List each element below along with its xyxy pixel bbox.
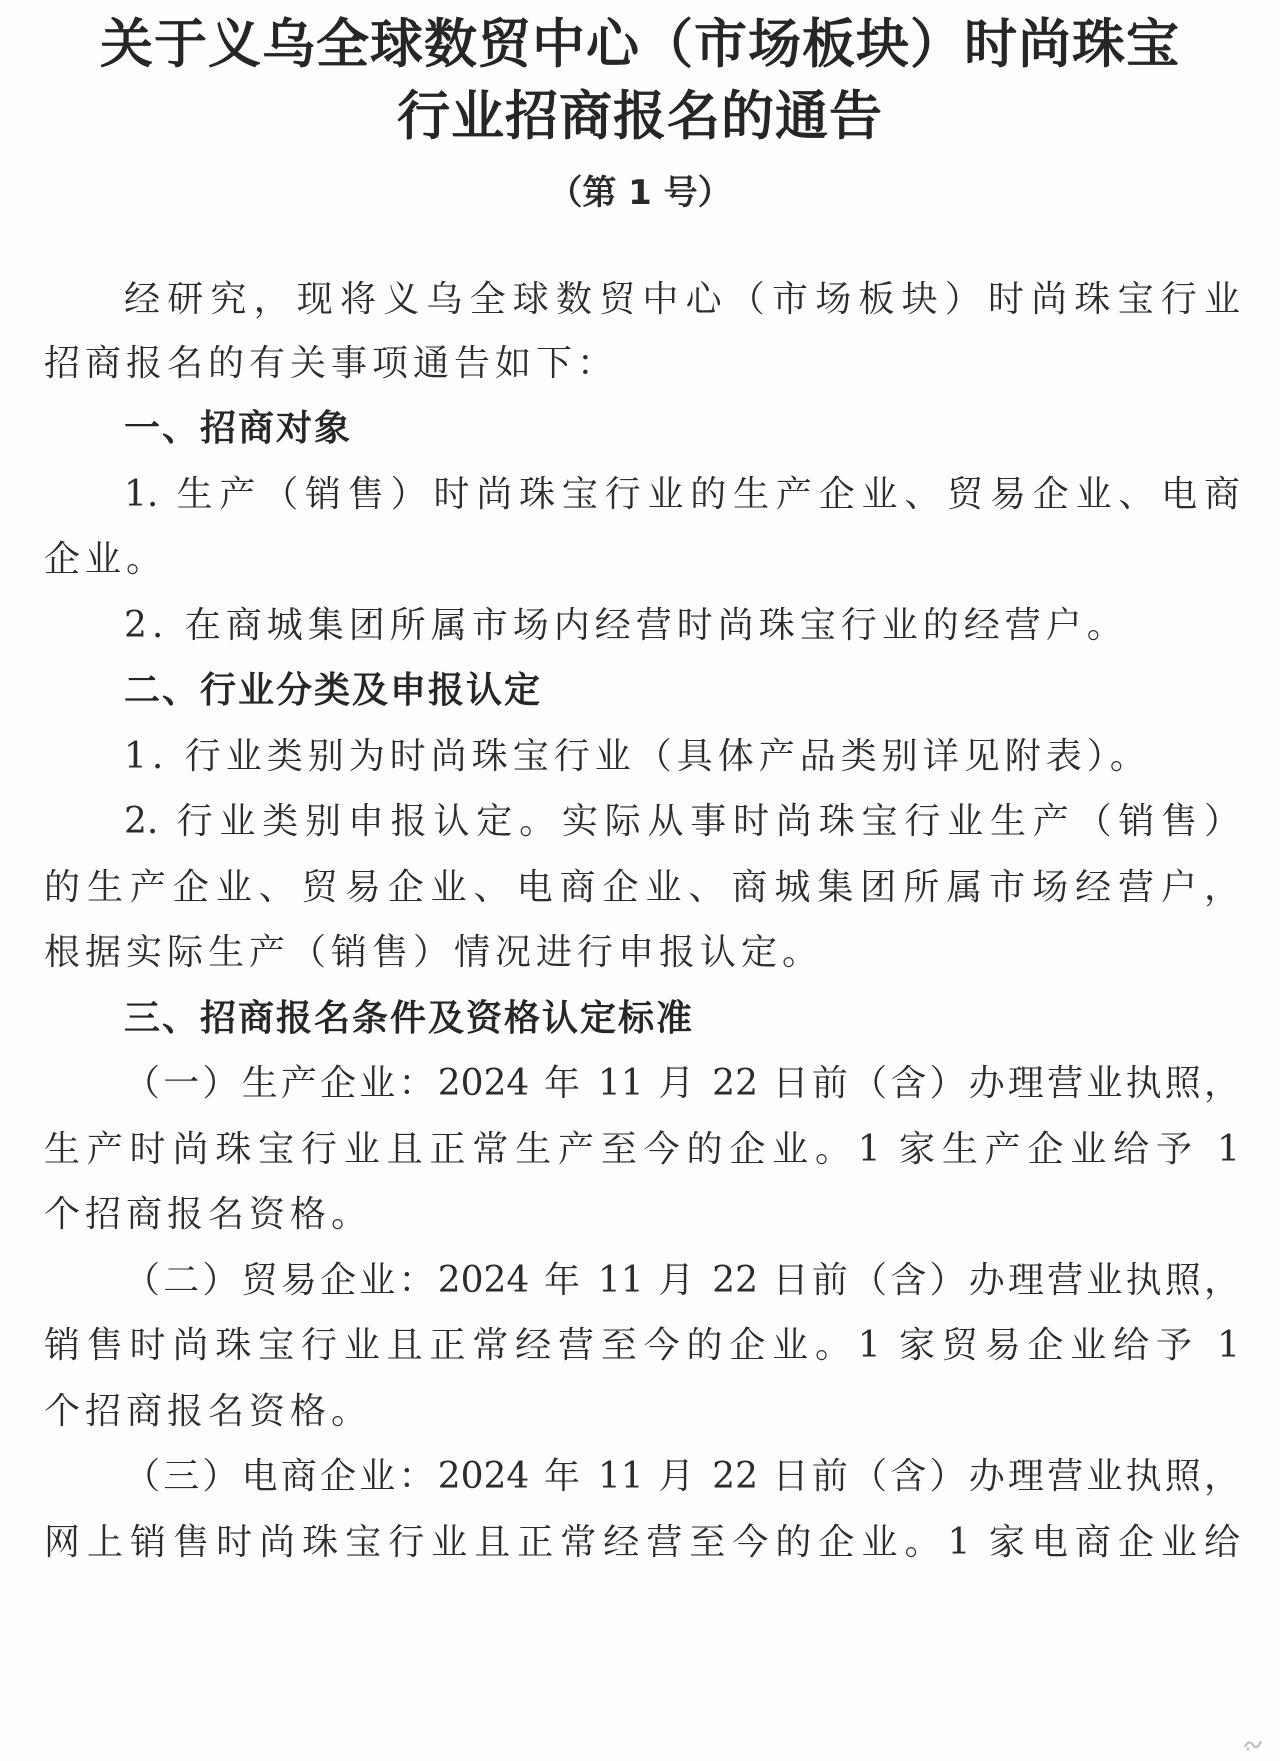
section-1-item-1-line-1: 1. 生产（销售）时尚珠宝行业的生产企业、贸易企业、电商	[124, 474, 1240, 515]
section-3-item-3-line-2: 网上销售时尚珠宝行业且正常经营至今的企业。1 家电商企业给	[44, 1522, 1240, 1563]
section-3-item-1-line-1: （一）生产企业：2024 年 11 月 22 日前（含）办理营业执照，	[124, 1063, 1240, 1104]
section-3-heading: 三、招商报名条件及资格认定标准	[124, 998, 695, 1039]
section-1-heading: 一、招商对象	[124, 408, 353, 449]
document-title-line-1: 关于义乌全球数贸中心（市场板块）时尚珠宝	[100, 14, 1180, 75]
section-2-heading: 二、行业分类及申报认定	[124, 670, 543, 711]
watermark-icon	[1242, 1735, 1264, 1753]
section-3-item-3-line-1: （三）电商企业：2024 年 11 月 22 日前（含）办理营业执照，	[124, 1456, 1240, 1497]
section-3-item-2-line-3: 个招商报名资格。	[44, 1391, 373, 1432]
section-2-item-1: 1. 行业类别为时尚珠宝行业（具体产品类别详见附表）。	[124, 736, 1151, 777]
section-2-item-2-line-1: 2. 行业类别申报认定。实际从事时尚珠宝行业生产（销售）	[124, 801, 1240, 842]
section-3-item-2-line-1: （二）贸易企业：2024 年 11 月 22 日前（含）办理营业执照，	[124, 1260, 1240, 1301]
section-2-item-2-line-3: 根据实际生产（销售）情况进行申报认定。	[44, 932, 824, 973]
document-number: （第 1 号）	[548, 173, 732, 213]
intro-line-1: 经研究，现将义乌全球数贸中心（市场板块）时尚珠宝行业	[124, 279, 1240, 320]
section-3-item-2-line-2: 销售时尚珠宝行业且正常经营至今的企业。1 家贸易企业给予 1	[44, 1325, 1240, 1366]
section-1-item-1-line-2: 企业。	[44, 539, 168, 580]
intro-line-2: 招商报名的有关事项通告如下：	[44, 343, 619, 384]
section-1-item-2: 2. 在商城集团所属市场内经营时尚珠宝行业的经营户。	[124, 605, 1128, 646]
section-2-item-2-line-2: 的生产企业、贸易企业、电商企业、商城集团所属市场经营户，	[44, 867, 1240, 908]
section-3-item-1-line-2: 生产时尚珠宝行业且正常生产至今的企业。1 家生产企业给予 1	[44, 1129, 1240, 1170]
document-title-line-2: 行业招商报名的通告	[397, 86, 883, 147]
section-3-item-1-line-3: 个招商报名资格。	[44, 1194, 373, 1235]
